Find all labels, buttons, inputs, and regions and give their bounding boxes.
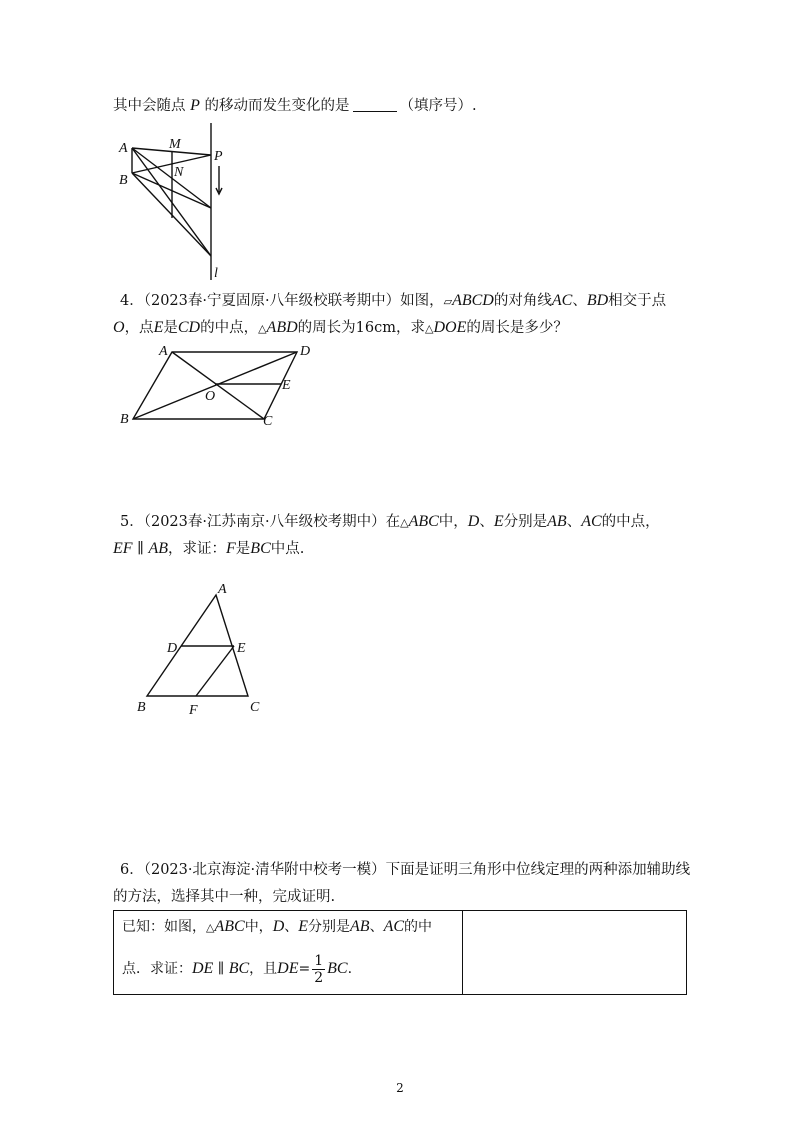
label-B: B xyxy=(137,700,146,715)
q4-line-1: 4．（2023春·宁夏固原·八年级校联考期中）如图，▱ABCD的对角线AC、BD相交于点 xyxy=(120,292,667,309)
figure-q4 xyxy=(115,340,330,430)
q6-line-2: 的方法，选择其中一种，完成证明. xyxy=(113,889,336,905)
label-E: E xyxy=(237,641,246,656)
proof-figure-cell xyxy=(463,911,687,995)
q5-line-1: 5．（2023春·江苏南京·八年级校考期中）在△ABC中，D、E分别是AB、AC的中点， xyxy=(120,513,660,530)
label-C: C xyxy=(263,414,273,429)
label-B: B xyxy=(120,412,129,427)
q5-line-2: EF ∥ AB，求证：F是BC中点. xyxy=(113,540,305,557)
figure-q3 xyxy=(110,118,240,284)
given-line-2: 点．求证：DE ∥ BC，且DE= $\frac{1}{2}$ BC. xyxy=(122,952,353,986)
q6-line-1: 6．（2023·北京海淀·清华附中校考一模）下面是证明三角形中位线定理的两种添加辅助线 xyxy=(120,862,691,878)
label-B: B xyxy=(119,173,128,188)
q4-line-2: O，点E是CD的中点，△ABD的周长为16cm，求△DOE的周长是多少？ xyxy=(113,319,568,336)
fraction-one-half: $\frac{1}{2}$ xyxy=(314,952,324,986)
given-line-1: 已知：如图，△ABC中，D、E分别是AB、AC的中 xyxy=(122,918,433,935)
proof-table xyxy=(113,910,687,995)
label-D: D xyxy=(300,344,311,359)
label-A: A xyxy=(218,582,227,597)
label-C: C xyxy=(250,700,260,715)
label-M: M xyxy=(169,137,181,152)
label-N: N xyxy=(174,165,184,180)
q3-tail-line: 其中会随点 P 的移动而发生变化的是 （填序号）. xyxy=(113,97,477,114)
label-D: D xyxy=(167,641,178,656)
label-E: E xyxy=(282,378,291,393)
page-number: 2 xyxy=(396,1081,404,1095)
label-P: P xyxy=(214,149,223,164)
label-O: O xyxy=(205,389,216,404)
label-A: A xyxy=(119,141,128,156)
label-F: F xyxy=(189,703,198,718)
figure-q5 xyxy=(130,580,270,718)
proof-given-cell xyxy=(114,911,463,995)
answer-blank[interactable] xyxy=(353,97,397,112)
label-l: l xyxy=(214,266,218,281)
label-A: A xyxy=(159,344,168,359)
